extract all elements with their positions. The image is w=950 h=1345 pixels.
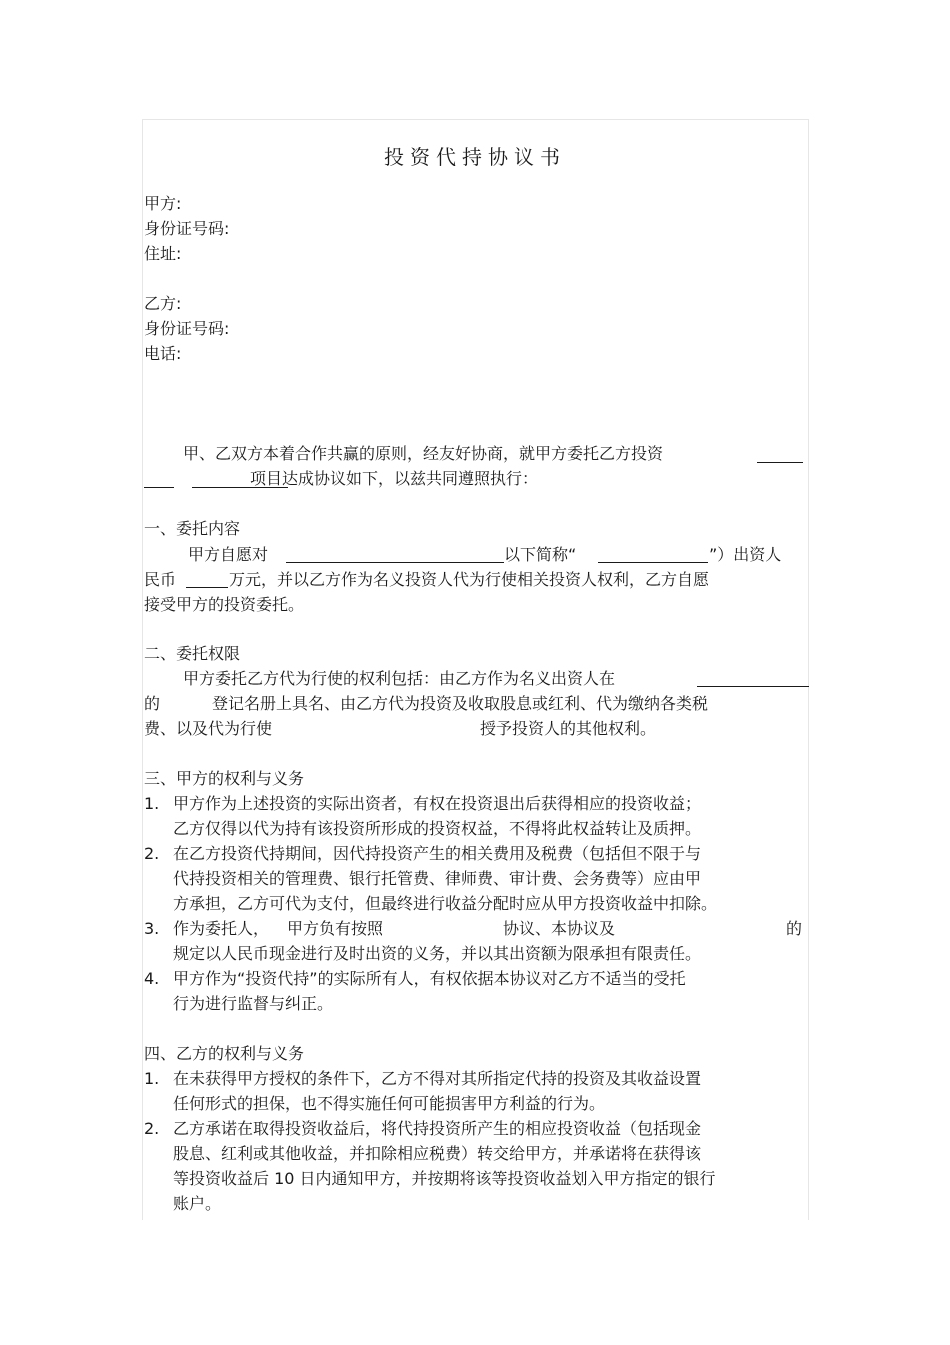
blank-line: [186, 587, 228, 588]
party-a-label: 甲方:: [144, 194, 182, 213]
sec1-text: 甲方自愿对: [188, 545, 269, 564]
list-number: 2.: [144, 844, 160, 863]
section-4-heading: 四、乙方的权利与义务: [144, 1044, 305, 1063]
list-item-text: 代持投资相关的管理费、银行托管费、律师费、审计费、会务费等）应由甲: [173, 869, 702, 888]
list-item-text: 在乙方投资代持期间，因代持投资产生的相关费用及税费（包括但不限于与: [173, 844, 702, 863]
party-a-id-label: 身份证号码:: [144, 219, 230, 238]
list-item-text: 规定以人民币现金进行及时出资的义务，并以其出资额为限承担有限责任。: [173, 944, 702, 963]
blank-line: [697, 686, 809, 687]
sec1-text: 民币: [144, 570, 177, 589]
list-item-text: 乙方仅得以代为持有该投资所形成的投资权益，不得将此权益转让及质押。: [173, 819, 702, 838]
list-item-text: 方承担，乙方可代为支付，但最终进行收益分配时应从甲方投资收益中扣除。: [173, 894, 718, 913]
sec2-text: 登记名册上具名、由乙方代为投资及收取股息或红利、代为缴纳各类税: [212, 694, 709, 713]
sec1-text: 万元，并以乙方作为名义投资人代为行使相关投资人权利，乙方自愿: [229, 570, 710, 589]
list-item-text: 甲方作为上述投资的实际出资者，有权在投资退出后获得相应的投资收益；: [173, 794, 702, 813]
party-b-id-label: 身份证号码:: [144, 319, 230, 338]
list-item-text: 股息、红利或其他收益，并扣除相应税费）转交给甲方，并承诺将在获得该: [173, 1144, 702, 1163]
section-1-heading: 一、委托内容: [144, 519, 241, 538]
list-item-text: 甲方作为“投资代持”的实际所有人，有权依据本协议对乙方不适当的受托: [173, 969, 686, 988]
section-3-heading: 三、甲方的权利与义务: [144, 769, 305, 788]
blank-line: [286, 562, 504, 563]
section-2-heading: 二、委托权限: [144, 644, 241, 663]
list-item-text: 甲方负有按照: [287, 919, 384, 938]
sec1-text: 以下简称“: [504, 545, 577, 564]
party-b-phone-label: 电话:: [144, 344, 182, 363]
list-item-text: 任何形式的担保，也不得实施任何可能损害甲方利益的行为。: [173, 1094, 606, 1113]
list-number: 3.: [144, 919, 160, 938]
sec2-text: 费、以及代为行使: [144, 719, 273, 738]
sec2-text: 的: [144, 694, 161, 713]
sec2-text: 甲方委托乙方代为行使的权利包括：由乙方作为名义出资人在: [183, 669, 616, 688]
list-item-text: 行为进行监督与纠正。: [173, 994, 334, 1013]
sec1-text: ”）出资人: [709, 545, 782, 564]
list-number: 1.: [144, 1069, 160, 1088]
preamble-line-1: 甲、乙双方本着合作共赢的原则，经友好协商，就甲方委托乙方投资: [183, 444, 664, 463]
list-item-text: 作为委托人，: [173, 919, 270, 938]
list-number: 1.: [144, 794, 160, 813]
party-a-address-label: 住址:: [144, 244, 182, 263]
list-item-text: 账户。: [173, 1194, 222, 1213]
list-number: 2.: [144, 1119, 160, 1138]
list-item-text: 等投资收益后 10 日内通知甲方，并按期将该等投资收益划入甲方指定的银行: [173, 1169, 716, 1188]
blank-line: [144, 487, 174, 488]
list-item-text: 协议、本协议及: [503, 919, 616, 938]
list-item-text: 的: [786, 919, 803, 938]
sec1-text: 接受甲方的投资委托。: [144, 595, 305, 614]
sec2-text: 授予投资人的其他权利。: [480, 719, 657, 738]
list-item-text: 乙方承诺在取得投资收益后，将代持投资所产生的相应投资收益（包括现金: [173, 1119, 702, 1138]
list-item-text: 在未获得甲方授权的条件下，乙方不得对其所指定代持的投资及其收益设置: [173, 1069, 702, 1088]
party-b-label: 乙方:: [144, 294, 182, 313]
document-title: 投资代持协议书: [384, 145, 566, 169]
blank-line: [757, 462, 803, 463]
list-number: 4.: [144, 969, 160, 988]
preamble-line-2: 项目达成协议如下，以兹共同遵照执行：: [250, 469, 539, 488]
blank-line: [598, 562, 708, 563]
